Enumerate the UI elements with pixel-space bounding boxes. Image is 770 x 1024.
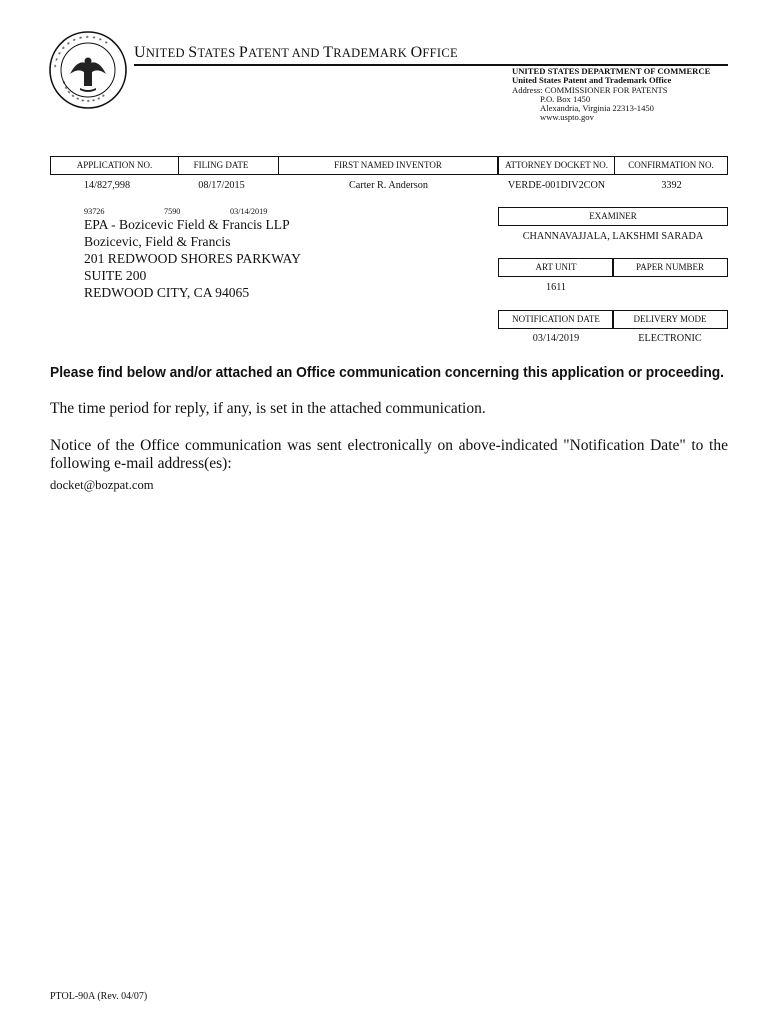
art-unit-header: ART UNIT — [498, 258, 614, 277]
form-identifier: PTOL-90A (Rev. 04/07) — [50, 991, 148, 1002]
address-line-1: EPA - Bozicevic Field & Francis LLP — [84, 217, 290, 232]
delivery-mode-value: ELECTRONIC — [638, 333, 702, 344]
svg-text:* * * * * * * * * * *: * * * * * * * * * * * — [53, 34, 110, 69]
first-named-inventor-header: FIRST NAMED INVENTOR — [279, 156, 498, 175]
attorney-docket-no-value: VERDE-001DIV2CON — [507, 180, 606, 191]
address-line: Address: COMMISSIONER FOR PATENTS — [512, 84, 668, 95]
city-line: Alexandria, Virginia 22313-1450 — [540, 103, 654, 114]
po-box-line: P.O. Box 1450 — [540, 93, 591, 104]
notice-email-address[interactable]: docket@bozpat.com — [50, 478, 154, 492]
office-name-title: UNITED STATES PATENT AND TRADEMARK OFFICE — [134, 44, 458, 61]
confirmation-no-value: 3392 — [661, 180, 682, 191]
art-unit-value: 1611 — [546, 282, 566, 293]
notification-date-header: NOTIFICATION DATE — [498, 310, 614, 329]
paper-number-header: PAPER NUMBER — [612, 258, 728, 277]
filing-date-value: 08/17/2015 — [198, 180, 245, 191]
svg-text:* * * * * * * * * *: * * * * * * * * * * — [58, 80, 109, 107]
electronic-notice-text: Notice of the Office communication was sent electronically on above-indicated "Notification Date" to the following e-mail address(es): — [50, 437, 728, 472]
attorney-docket-no-header: ATTORNEY DOCKET NO. — [498, 156, 615, 175]
application-no-value: 14/827,998 — [83, 180, 131, 191]
filing-date-header: FILING DATE — [164, 156, 279, 175]
address-line-2: Bozicevic, Field & Francis — [84, 234, 231, 249]
correspondence-code: 7590 — [164, 207, 181, 216]
confirmation-no-header: CONFIRMATION NO. — [615, 156, 728, 175]
address-line-4: SUITE 200 — [84, 268, 147, 283]
communication-heading: Please find below and/or attached an Office communication concerning this application or proceeding. — [50, 364, 725, 381]
department-name: UNITED STATES DEPARTMENT OF COMMERCE — [512, 66, 711, 76]
first-named-inventor-value: Carter R. Anderson — [349, 180, 428, 191]
office-name-line: United States Patent and Trademark Office — [512, 75, 672, 86]
delivery-mode-header: DELIVERY MODE — [612, 310, 728, 329]
examiner-value: CHANNAVAJJALA, LAKSHMI SARADA — [522, 231, 704, 242]
customer-number: 93726 — [84, 207, 105, 216]
application-no-header: APPLICATION NO. — [50, 156, 179, 175]
address-line-5: REDWOOD CITY, CA 94065 — [84, 285, 250, 300]
uspto-seal-icon — [48, 30, 128, 110]
notification-date-value: 03/14/2019 — [532, 333, 580, 344]
department-address-block — [512, 67, 710, 123]
mail-date: 03/14/2019 — [230, 207, 268, 216]
examiner-header: EXAMINER — [498, 207, 728, 226]
website-line: www.uspto.gov — [540, 112, 594, 123]
address-line-3: 201 REDWOOD SHORES PARKWAY — [84, 251, 301, 266]
correspondence-address — [84, 216, 301, 301]
reply-period-text: The time period for reply, if any, is set in the attached communication. — [50, 400, 486, 417]
